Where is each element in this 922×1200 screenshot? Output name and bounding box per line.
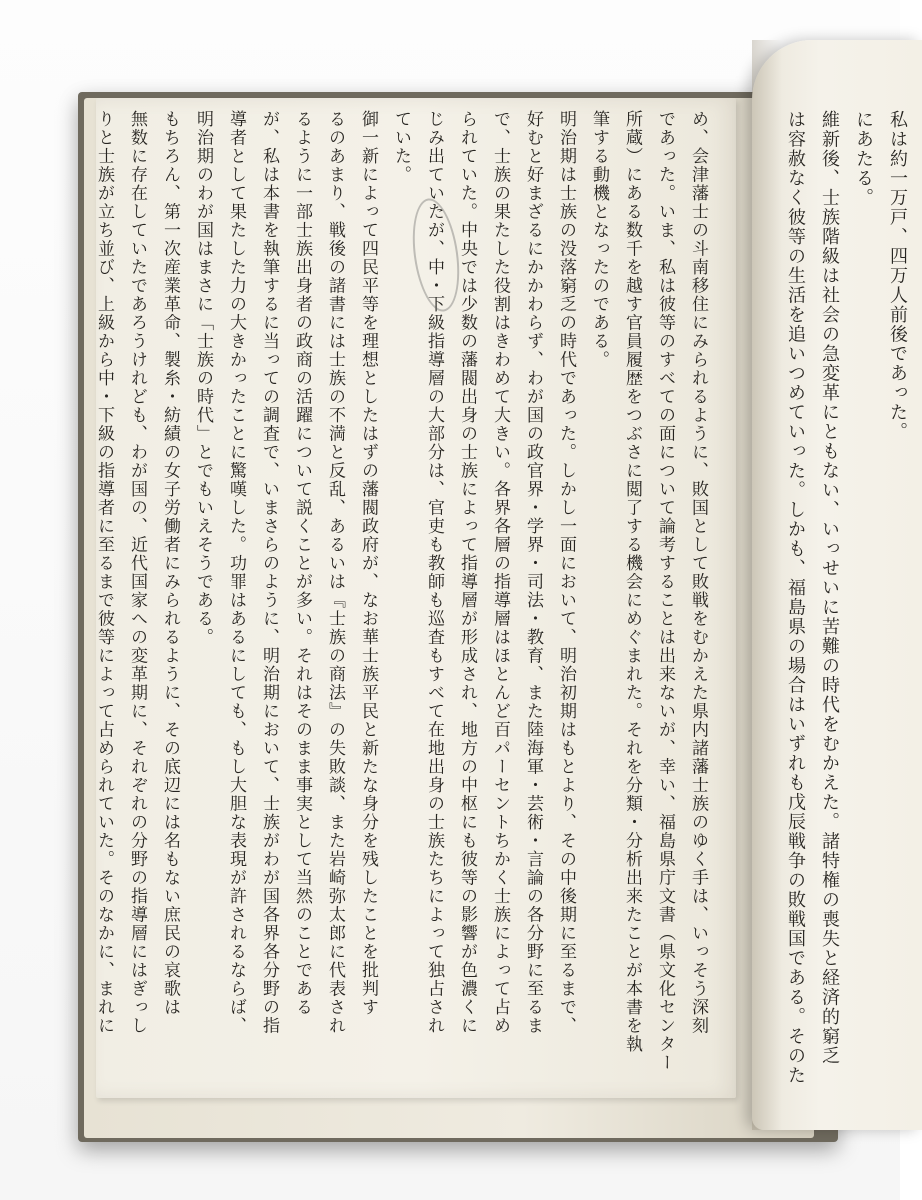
text-line: るのあまり、戦後の諸書には士族の不満と反乱、あるいは『士族の商法』の失敗談、また岩崎弥太郎に代表され [325,110,345,1035]
right-curled-page [752,40,922,1130]
main-page-text [87,110,714,1090]
text-line: るように一部士族出身者の政商の活躍について説くことが多い。それはそのまま事実として当然のことである [292,110,312,1017]
text-line: もちろん、第一次産業革命、製糸・紡績の女子労働者にみられるように、その底辺には名もない庶民の哀歌は [160,110,180,1017]
text-line: 筆する動機となったのである。 [589,110,609,369]
text-line: であった。いま、私は彼等のすべての面について論考することは出来ないが、幸い、福島県庁文書（県文化センター [655,110,675,1072]
text-line: りと士族が立ち並び、上級から中・下級の指導者に至るまで彼等によって占められていた。そのなかに、まれに [94,110,114,1035]
text-line: は容赦なく彼等の生活を追いつめていった。しかも、福島県の場合はいずれも戊辰戦争の敗戦国である。そのた [785,110,806,1085]
main-page [96,98,736,1098]
text-line: ていた。 [391,110,411,184]
text-line: 好むと好まざるにかかわらず、わが国の政官界・学界・司法・教育、また陸海軍・芸術・言論の各分野に至るま [523,110,543,1035]
text-line: 維新後、士族階級は社会の急変革にともない、いっせいに苦難の時代をむかえた。諸特権の喪失と経済的窮乏 [819,110,840,1066]
text-line: で、士族の果たした役割はきわめて大きい。各界各層の指導層はほとんど百パーセントちかく士族によって占め [490,110,510,1035]
text-line: 所蔵）にある数千を越す官員履歴をつぶさに閲了する機会にめぐまれた。それを分類・分析出来たことが本書を執 [622,110,642,1054]
text-line: 明治期は士族の没落窮乏の時代であった。しかし一面において、明治初期はもとより、その中後期に至るまで、 [556,110,576,1035]
text-line: 明治期のわが国はまさに「士族の時代」とでもいえそうである。 [193,110,213,647]
text-line: 導者として果たした力の大きかったことに驚嘆した。功罪はあるにしても、もし大胆な表現が許されるならば、 [226,110,246,1035]
text-line: 無数に存在していたであろうけれども、わが国の、近代国家への変革期に、それぞれの分野の指導層にはぎっし [127,110,147,1035]
text-line: じみ出ていたが、中・下級指導層の大部分は、官吏も教師も巡査もすべて在地出身の士族たちによって独占され [424,110,444,1035]
right-page-text [778,110,914,1090]
text-line: 私は約一万戸、四万人前後であった。 [887,110,908,442]
text-line: られていた。中央では少数の藩閥出身の士族によって指導層が形成され、地方の中枢にも彼等の影響が色濃くに [457,110,477,1035]
text-line: 御一新によって四民平等を理想としたはずの藩閥政府が、なお華士族平民と新たな身分を残したことを批判す [358,110,378,1017]
text-line: が、私は本書を執筆するに当っての調査で、いまさらのように、明治期において、士族がわが国各界各分野の指 [259,110,279,1035]
text-line: にあたる。 [853,110,874,208]
text-line: め、会津藩士の斗南移住にみられるように、敗国として敗戦をむかえた県内諸藩士族のゆく手は、いっそう深刻 [688,110,708,1035]
